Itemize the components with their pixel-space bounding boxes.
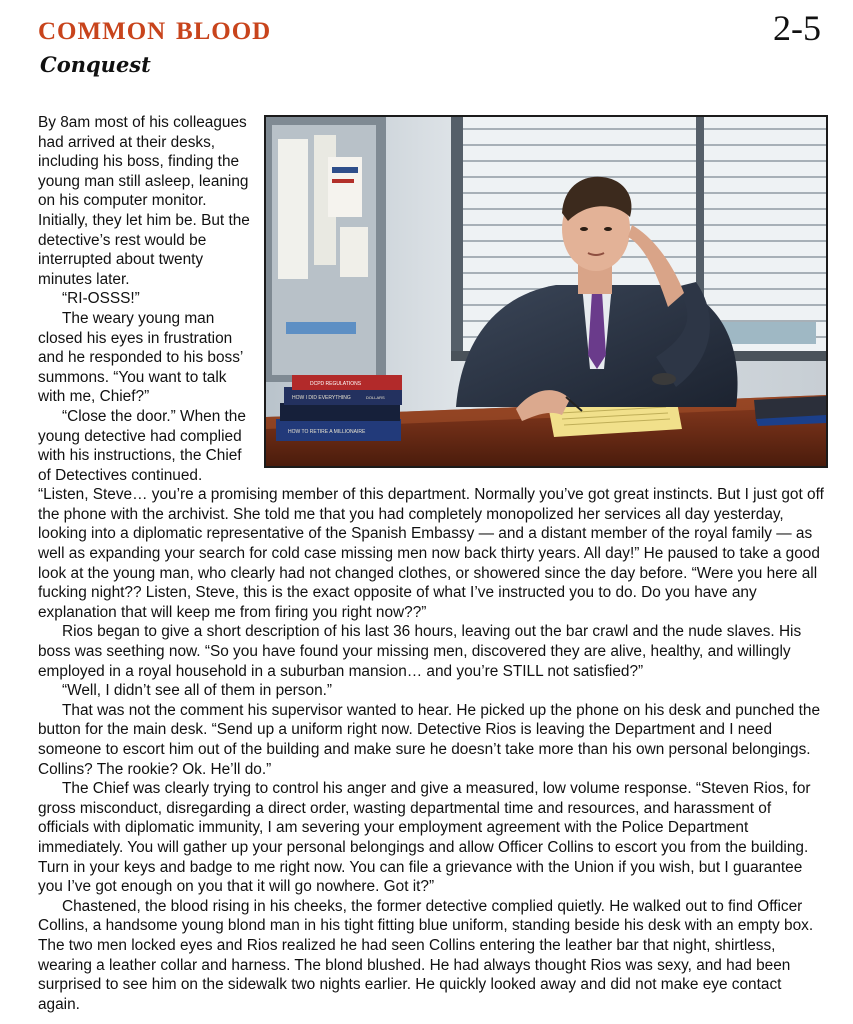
story-paragraph: “Well, I didn’t see all of them in person.”: [62, 682, 333, 700]
story-paragraph: By 8am most of his colleagues had arrived at their desks, including his boss, finding the young man still asleep, leaning on his computer monitor. Initially, they let him be. But the detective’s rest would be interrupted about twenty minutes later.: [38, 114, 250, 288]
book-stack: [276, 375, 402, 441]
story-paragraph: The Chief was clearly trying to control his anger and give a measured, low volume response. “Steven Rios, for gross misconduct, disregarding a direct order, wasting departmental time and resources, and harassment of officials with diplomatic immunity, I am severing your employment agreement with the Police Department immediately. You will gather up your personal belongings and allow Officer Collins to escort you from the building. Turn in your keys and badge to me right now. You can file a grievance with the Union if you wish, but I guarantee you I’ve got enough on you that it will go nowhere. Got it?”: [38, 780, 811, 896]
svg-text:DOLLARS: DOLLARS: [366, 395, 385, 400]
office-scene: [266, 117, 826, 466]
book-title: common blood: [38, 8, 272, 47]
story-paragraph: “RI-OSSS!”: [62, 290, 140, 308]
detective-illustration: [264, 115, 828, 468]
chapter-subtitle: Conquest: [40, 52, 151, 77]
svg-text:HOW TO RETIRE A MILLIONAIRE: HOW TO RETIRE A MILLIONAIRE: [288, 429, 366, 435]
story-paragraph: The weary young man closed his eyes in frustration and he responded to his boss’ summons. “You want to talk with me, Chief?”: [38, 309, 243, 406]
story-paragraph: Rios began to give a short description of his last 36 hours, leaving out the bar crawl and the nude slaves. His boss was seething now. “So you have found your missing men, discovered they are alive, healthy, and willingly employed in a royal household in a suburban mansion… and you’re STILL not satisfied?”: [38, 623, 802, 680]
story-paragraph: Chastened, the blood rising in his cheeks, the former detective complied quietly. He walked out to find Officer Collins, a handsome young blond man in his tight fitting blue uniform, standing beside his desk with an empty box. The two men locked eyes and Rios realized he had seen Collins entering the leather bar that night, shirtless, wearing a leather collar and harness. The blond blushed. He had always thought Rios was sexy, and had been surprised to see him on the sidewalk two nights earlier. He quickly looked away and did not make eye contact again.: [38, 897, 814, 1013]
svg-text:HOW I DID EVERYTHING: HOW I DID EVERYTHING: [292, 395, 351, 401]
story-body: [38, 113, 826, 1014]
story-paragraph: “Close the door.” When the young detective had complied with his instructions, the Chief of Detectives continued. “Listen, Steve… you’re a promising member of this department. Normally you’ve got great instincts. But I just got off the phone with the archivist. She told me that you had completely monopolized her services all day yesterday, looking into a diplomatic representative of the Spanish Embassy — and a distant member of the royal family — as well as expanding your search for cold case missing men now back thirty years. All day!” He paused to take a good look at the young man, who clearly had not changed clothes, or showered since the day before. “Were you here all fucking night?? Listen, Steve, this is the exact opposite of what I’ve instructed you to do. Do you have any explanation that will keep me from firing you right now??”: [38, 407, 824, 621]
story-paragraph: That was not the comment his supervisor wanted to hear. He picked up the phone on his desk and punched the button for the main desk. “Send up a uniform right now. Detective Rios is leaving the Department and I need someone to escort him out of the building and make sure he doesn’t take more than his own personal belongings. Collins? The rookie? Ok. He’ll do.”: [38, 701, 821, 778]
page-number: 2-5: [773, 8, 821, 48]
laptop: [754, 396, 826, 426]
svg-text:DCPD REGULATIONS: DCPD REGULATIONS: [310, 381, 362, 387]
